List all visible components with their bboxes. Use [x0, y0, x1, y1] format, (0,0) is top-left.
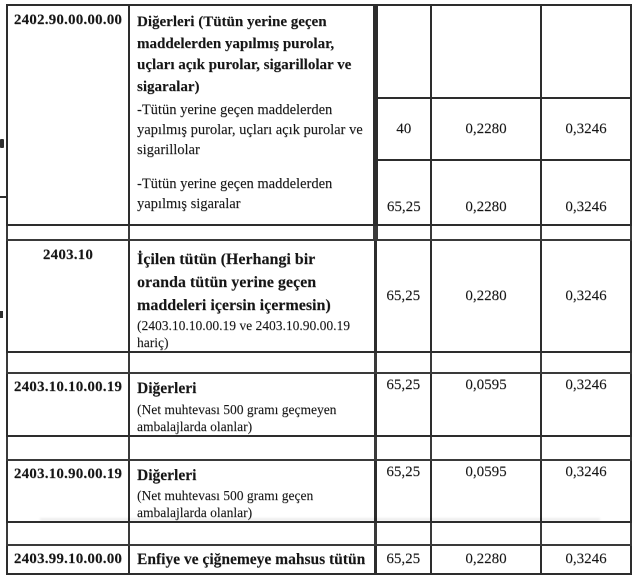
rate-value: 65,25: [386, 287, 421, 304]
table-row: [7, 5, 631, 98]
empty-cell: [129, 225, 375, 240]
empty-cell: [7, 352, 129, 373]
rate-value: 0,2280: [465, 199, 507, 215]
table-row: [7, 545, 631, 574]
description-cell: [129, 460, 375, 523]
rate3-cell: [541, 373, 631, 436]
empty-cell: [129, 352, 375, 373]
description-note: (Net muhtevası 500 gramı geçmeyen ambalajlarda olanlar): [137, 401, 337, 434]
sub-item-text: -Tütün yerine geçen maddelerden yapılmış sigaralar: [137, 176, 333, 212]
scan-artifact: [0, 139, 4, 148]
empty-cell: [7, 225, 129, 240]
rate-value: 65,25: [386, 463, 421, 480]
empty-cell: [541, 522, 631, 545]
empty-cell: [541, 436, 631, 460]
rate-value: 0,3246: [565, 377, 607, 393]
table-row: [7, 460, 631, 523]
empty-cell: [7, 522, 129, 545]
description-text: Diğerleri (Tütün yerine geçen maddelerden yapılmış purolar, uçları açık purolar, sigarillolar ve sigaralar): [137, 14, 352, 95]
spacer-row: [7, 225, 631, 240]
empty-cell: [375, 352, 431, 373]
gtip-code: 2403.99.10.00.00: [13, 551, 123, 567]
spacer-row: [7, 436, 631, 460]
description-text: Diğerleri: [137, 466, 197, 484]
description-cell: [129, 373, 375, 436]
rate-value: 65,25: [386, 377, 421, 393]
rate2-cell: [431, 545, 541, 574]
empty-cell: [431, 352, 541, 373]
rate-value: 40: [396, 120, 412, 137]
empty-cell: [431, 522, 541, 545]
empty-cell: [375, 225, 431, 240]
code-cell-2403-10: [7, 240, 129, 352]
rate1-cell-empty: [375, 5, 431, 98]
code-cell-2402-90: [7, 5, 129, 225]
rate-value: 0,3246: [565, 463, 607, 480]
rate3-cell: [541, 160, 631, 225]
rate2-cell: [431, 240, 541, 352]
rate1-cell: [375, 373, 431, 436]
table-row: [7, 373, 631, 436]
description-note: (2403.10.10.00.19 ve 2403.10.90.00.19 hariç): [137, 318, 350, 350]
spacer-row: [7, 352, 631, 373]
rate1-cell: [375, 240, 431, 352]
description-text: Diğerleri: [137, 380, 197, 397]
empty-cell: [431, 225, 541, 240]
rate-value: 0,3246: [565, 199, 607, 215]
rate1-cell: [375, 160, 431, 225]
description-cell: [129, 98, 375, 160]
code-cell-2403-10-10: [7, 373, 129, 436]
rate2-cell: [431, 160, 541, 225]
empty-cell: [431, 436, 541, 460]
rate2-cell: [431, 460, 541, 523]
description-note: (Net muhtevası 500 gramı geçen ambalajlarda olanlar): [137, 488, 314, 520]
rate2-cell: [431, 98, 541, 160]
rate-value: 0,3246: [565, 120, 607, 137]
gtip-code: 2403.10.10.00.19: [13, 379, 123, 395]
gtip-code: 2403.10.90.00.19: [13, 465, 123, 482]
rate-value: 0,3246: [565, 287, 607, 304]
description-cell: [129, 5, 375, 98]
rate3-cell: [541, 460, 631, 523]
rate-value: 0,2280: [465, 287, 507, 304]
code-cell-2403-99: [7, 545, 129, 574]
code-cell-2403-10-90: [7, 460, 129, 523]
scan-smudge: [40, 518, 600, 521]
description-cell: [129, 545, 375, 574]
empty-cell: [7, 436, 129, 460]
empty-cell: [375, 436, 431, 460]
rate1-cell: [375, 98, 431, 160]
empty-cell: [129, 436, 375, 460]
rate1-cell: [375, 545, 431, 574]
rate-value: 0,3246: [565, 551, 607, 567]
rate-value: 0,0595: [465, 377, 507, 393]
rate2-cell-empty: [431, 5, 541, 98]
table-row: [7, 240, 631, 352]
rate-value: 65,25: [386, 199, 421, 215]
description-cell: [129, 240, 375, 352]
rate-value: 0,0595: [465, 463, 507, 480]
gtip-code: 2403.10: [42, 247, 94, 263]
rate2-cell: [431, 373, 541, 436]
empty-cell: [375, 522, 431, 545]
description-text: İçilen tütün (Herhangi bir oranda tütün yerine geçen maddeleri içersin içermesin): [137, 251, 331, 314]
gtip-code: 2402.90.00.00.00: [13, 12, 123, 28]
rate-value: 0,2280: [465, 120, 507, 137]
sub-item-text: -Tütün yerine geçen maddelerden yapılmış purolar, uçları açık purolar ve sigarillolar: [137, 102, 363, 158]
rate3-cell: [541, 240, 631, 352]
description-cell: [129, 160, 375, 225]
rate3-cell: [541, 545, 631, 574]
rate1-cell: [375, 460, 431, 523]
rate-value: 65,25: [386, 551, 421, 567]
rate-value: 0,2280: [465, 551, 507, 567]
spacer-row: [7, 522, 631, 545]
rate3-cell: [541, 98, 631, 160]
empty-cell: [129, 522, 375, 545]
description-text: Enfiye ve çiğnemeye mahsus tütün: [137, 550, 366, 568]
empty-cell: [541, 225, 631, 240]
rate3-cell-empty: [541, 5, 631, 98]
scan-artifact: [0, 311, 3, 318]
scan-artifact: [0, 196, 6, 198]
tariff-table: [6, 4, 632, 575]
empty-cell: [541, 352, 631, 373]
